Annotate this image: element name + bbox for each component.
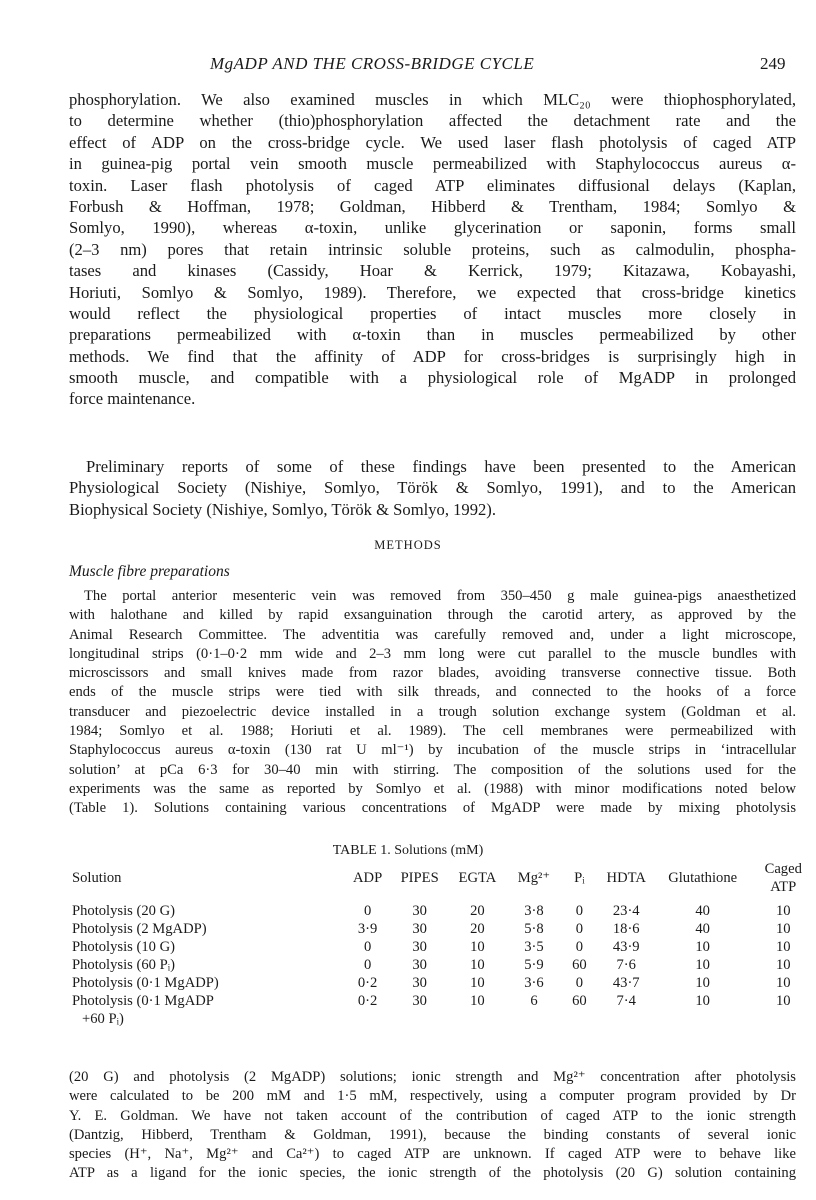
text-line: tases and kinases (Cassidy, Hoar & Kerrick, 1979; Kitazawa, Kobayashi,: [69, 261, 796, 281]
table-cell: 30: [412, 957, 427, 973]
text-line: The portal anterior mesenteric vein was removed from 350–450 g male guinea-pigs anaesthetized: [84, 588, 796, 604]
table-cell: 7·6: [616, 957, 636, 973]
table-cell: 5·8: [524, 921, 544, 937]
text-line: to determine whether (thio)phosphorylation affected the detachment rate and the: [69, 111, 796, 131]
table-cell: 3·5: [524, 939, 544, 955]
text-line: in guinea-pig portal vein smooth muscle permeabilized with Staphylococcus aureus α-: [69, 154, 796, 174]
text-line: Staphylococcus aureus α-toxin (130 rat U ml⁻¹) by incubation of the muscle strips in ‘intracellular: [69, 742, 796, 759]
table-cell: 3·6: [524, 975, 544, 991]
row-continuation: +60 Pᵢ): [82, 1011, 124, 1027]
table-cell: 6: [530, 993, 538, 1009]
solutions-table: [72, 860, 816, 1028]
table-cell: 10: [775, 921, 791, 937]
table-cell: 10: [775, 939, 791, 955]
text-line: Preliminary reports of some of these findings have been presented to the American: [86, 457, 796, 476]
text-line: (Dantzig, Hibberd, Trentham & Goldman, 1991), because the binding constants of several ionic: [69, 1126, 796, 1143]
text-line: would reflect the physiological properties of intact muscles more closely in: [69, 303, 796, 323]
table-cell: 10: [775, 975, 791, 991]
table-cell: 30: [412, 939, 427, 955]
table-cell: 30: [412, 975, 427, 991]
table-cell: 30: [412, 993, 427, 1009]
methods-paragraph: [69, 587, 796, 819]
text-line: Y. E. Goldman. We have not taken account of the contribution of caged ATP to the ionic strength: [69, 1107, 796, 1124]
table-cell: 0: [575, 975, 584, 991]
text-line: toxin. Laser flash photolysis of caged ATP eliminates diffusional delays (Kaplan,: [69, 175, 796, 195]
table-row: [72, 956, 816, 974]
intro-paragraph-2: [69, 456, 796, 520]
text-line: phosphorylation. We also examined muscles in which MLC₂₀ were thiophosphorylated,: [69, 90, 796, 109]
table-cell: 10: [470, 975, 485, 991]
text-line: Somlyo, 1990), whereas α-toxin, unlike glycerination or saponin, forms small: [69, 218, 796, 238]
methods-heading: METHODS: [374, 538, 442, 552]
solution-name: Photolysis (10 G): [72, 939, 175, 955]
table-cell: 7·4: [616, 993, 636, 1009]
solution-name: Photolysis (0·1 MgADP): [72, 975, 219, 991]
intro-paragraph-1: [69, 89, 796, 410]
text-line: microscissors and small knives made from razor blades, avoiding transverse connective tissue. Both: [69, 665, 796, 682]
table-cell: 0·2: [357, 993, 378, 1009]
table-cell: 18·6: [612, 921, 640, 937]
column-header: ADP: [352, 870, 383, 886]
table-cell: 40: [695, 903, 710, 919]
text-line: effect of ADP on the cross-bridge cycle. We used laser flash photolysis of caged ATP: [69, 132, 796, 152]
text-line: methods. We find that the affinity of ADP for cross-bridges is surprisingly high in: [69, 346, 796, 366]
table-cell: 20: [470, 903, 485, 919]
table-cell: 10: [470, 957, 485, 973]
table-row: [72, 938, 816, 956]
table-cell: 10: [775, 903, 791, 919]
table-cell: 10: [775, 957, 791, 973]
text-line: (Table 1). Solutions containing various concentrations of MgADP were made by mixing photolysis: [69, 800, 796, 817]
text-line: longitudinal strips (0·1–0·2 mm wide and 2–3 mm long were cut parallel to the muscle bundles with: [69, 645, 796, 662]
text-line: smooth muscle, and compatible with a physiological role of MgADP in prolonged: [69, 368, 796, 388]
solution-name: Photolysis (2 MgADP): [72, 921, 207, 937]
column-header: Solution: [72, 870, 122, 886]
text-line: were calculated to be 200 mM and 1·5 mM, respectively, using a computer program provided by Dr: [69, 1088, 796, 1105]
text-line: Physiological Society (Nishiye, Somlyo, Török & Somlyo, 1991), and to the American: [69, 478, 796, 498]
column-header: Pᵢ: [574, 870, 585, 886]
text-line: experiments was the same as reported by Somlyo et al. (1988) with minor modifications noted below: [69, 780, 796, 797]
column-header: Caged ATP: [764, 861, 802, 895]
solution-name: Photolysis (20 G): [72, 903, 175, 919]
running-title: MgADP AND THE CROSS-BRIDGE CYCLE: [210, 54, 535, 73]
text-line: solution’ at pCa 6·3 for 30–40 min with stirring. The composition of the solutions used for the: [69, 761, 796, 778]
text-line: Animal Research Committee. The adventitia was carefully removed and, under a light microscope,: [69, 626, 796, 643]
column-header: Mg²⁺: [517, 870, 551, 886]
table-cell: 43·7: [612, 975, 640, 991]
table-cell: 10: [775, 993, 791, 1009]
table-cell: 30: [412, 921, 427, 937]
table-cell: 10: [695, 993, 710, 1009]
table-cell: 23·4: [612, 903, 640, 919]
table-cell: 60: [572, 957, 587, 973]
page-number: 249: [760, 54, 786, 73]
text-line: with halothane and killed by rapid exsanguination through the carotid artery, as approved by the: [69, 607, 796, 624]
text-line: force maintenance.: [69, 389, 196, 409]
table-cell: 10: [470, 993, 485, 1009]
solution-name: Photolysis (0·1 MgADP: [72, 993, 214, 1009]
table-cell: 10: [695, 975, 710, 991]
table-cell: 10: [470, 939, 485, 955]
table-cell: 5·9: [524, 957, 544, 973]
table-cell: 3·9: [357, 921, 378, 937]
table-cell: 0: [575, 921, 584, 937]
table-row: [72, 920, 816, 938]
column-header: HDTA: [606, 870, 646, 886]
table-row: [72, 974, 816, 992]
table-cell: 0: [363, 957, 372, 973]
text-line: Horiuti, Somlyo & Somlyo, 1989). Therefore, we expected that cross-bridge kinetics: [69, 282, 796, 302]
table-row: [72, 992, 816, 1010]
text-line: 1984; Somlyo et al. 1988; Horiuti et al. 1989). The cell membranes were permeabilized with: [69, 723, 796, 740]
table-cell: 20: [470, 921, 485, 937]
text-line: Biophysical Society (Nishiye, Somlyo, Török & Somlyo, 1992).: [69, 499, 496, 519]
subheading: Muscle fibre preparations: [69, 563, 230, 580]
text-line: Forbush & Hoffman, 1978; Goldman, Hibberd & Trentham, 1984; Somlyo &: [69, 196, 796, 216]
closing-paragraph: [69, 1068, 796, 1184]
text-line: transducer and piezoelectric device installed in a trough solution exchange system (Goldman et al.: [69, 703, 796, 720]
text-line: (2–3 nm) pores that retain intrinsic soluble proteins, such as calmodulin, phospha-: [69, 239, 796, 259]
table-cell: 43·9: [612, 939, 640, 955]
table-cell: 30: [412, 903, 427, 919]
table-row: [72, 902, 816, 920]
text-line: species (H⁺, Na⁺, Mg²⁺ and Ca²⁺) to caged ATP are unknown. If caged ATP were to behave like: [69, 1146, 796, 1163]
table-header-row: [72, 860, 816, 896]
text-line: ATP as a ligand for the ionic species, the ionic strength of the photolysis (20 G) solution containing: [69, 1165, 796, 1182]
table-cell: 60: [572, 993, 587, 1009]
column-header: EGTA: [458, 870, 497, 886]
column-header: Glutathione: [668, 870, 738, 886]
table-cell: 0: [363, 903, 372, 919]
table-cell: 0: [363, 939, 372, 955]
table-cell: 0: [575, 903, 584, 919]
table-cell: 0: [575, 939, 584, 955]
text-line: (20 G) and photolysis (2 MgADP) solutions; ionic strength and Mg²⁺ concentration after photolysis: [69, 1069, 796, 1085]
table-cell: 10: [695, 939, 710, 955]
table-cell: 40: [695, 921, 710, 937]
text-line: preparations permeabilized with α-toxin than in muscles permeabilized by other: [69, 325, 796, 345]
table-cell: 3·8: [524, 903, 544, 919]
table-cell: 10: [695, 957, 710, 973]
table-title: TABLE 1. Solutions (mM): [332, 843, 484, 858]
column-header: PIPES: [400, 870, 439, 886]
table-cell: 0·2: [357, 975, 378, 991]
solution-name: Photolysis (60 Pᵢ): [72, 957, 175, 973]
text-line: ends of the muscle strips were tied with silk threads, and connected to the hooks of a force: [69, 684, 796, 701]
